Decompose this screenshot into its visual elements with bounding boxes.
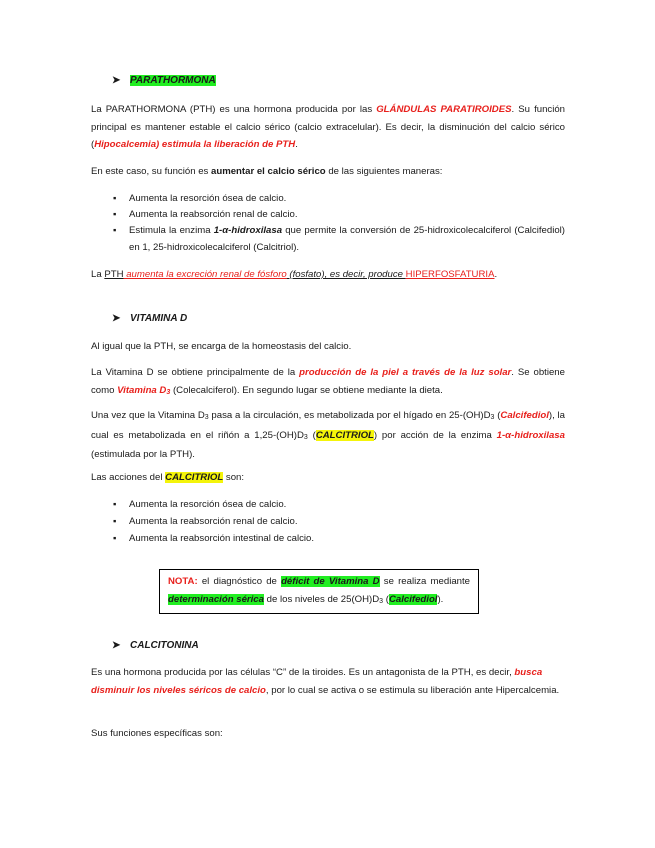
highlight-determinacion: determinación sérica: [168, 594, 264, 605]
highlight-calcitriol: CALCITRIOL: [315, 429, 374, 441]
paragraph-pth-function: En este caso, su función es aumentar el calcio sérico de las siguientes maneras:: [91, 166, 443, 177]
note-box: NOTA: el diagnóstico de déficit de Vitamina D se realiza mediante determinación sérica de los niveles de $25(OH)D_3$ (Calcifediol).: [159, 569, 479, 614]
highlight-glands: GLÁNDULAS PARATIROIDES: [376, 104, 512, 115]
red-excrecion: aumenta la excreción renal de fósforo: [123, 269, 287, 280]
square-bullet-icon: ▪: [113, 225, 117, 236]
paragraph-hiperfosfaturia: La PTH aumenta la excreción renal de fósforo (fosfato), es decir, produce HIPERFOSFATURIA.: [91, 269, 498, 280]
square-bullet-icon: ▪: [113, 516, 117, 527]
arrow-bullet-icon: ➤: [112, 640, 121, 651]
enzyme-name: 1-α-hidroxilasa: [213, 225, 283, 236]
highlight-deficit: déficit de Vitamina D: [281, 576, 380, 587]
note-label: NOTA:: [168, 576, 198, 587]
highlight-calcitriol: CALCITRIOL: [165, 472, 224, 483]
paragraph-vitd-source: La Vitamina D se obtiene principalmente de la producción de la piel a través de la luz solar. Se obtiene como Vitamina $D_3$ (Colecalciferol). En segundo lugar se obtiene mediante la dieta.: [91, 367, 565, 396]
heading-title: PARATHORMONA: [130, 75, 216, 86]
square-bullet-icon: ▪: [113, 209, 117, 220]
heading-title: VITAMINA D: [130, 313, 188, 324]
heading-title: CALCITONINA: [130, 640, 199, 651]
paragraph-funciones: Sus funciones específicas son:: [91, 728, 223, 739]
red-produccion-piel: producción de la piel a través de la luz solar: [299, 367, 512, 378]
highlight-hypocalcemia: Hipocalcemia) estimula la liberación de PTH: [94, 139, 296, 150]
paragraph-pth-intro: La PARATHORMONA (PTH) es una hormona producida por las GLÁNDULAS PARATIROIDES. Su función principal es mantener estable el calcio sérico (calcio extracelular). Es decir, la disminución del calcio sérico (Hipocalcemia) estimula la liberación de PTH.: [91, 104, 566, 150]
paragraph-calcitriol-actions: Las acciones del CALCITRIOL son:: [91, 472, 245, 483]
paragraph-vitd-metabolism: Una vez que la Vitamina $D_3$ pasa a la circulación, es metabolizada por el hígado en $25-(OH)D_3$ (Calcifediol), la cual es metabolizada en el riñón a $1,25-(OH)D_3$ (CALCITRIOL) por acción de la enzima 1-α-hidroxilasa (estimulada por la PTH).: [91, 410, 565, 460]
red-hiperfosfaturia: HIPERFOSFATURIA: [405, 269, 495, 280]
pth-underlined: PTH: [104, 269, 124, 280]
document-page: ➤ PARATHORMONA La PARATHORMONA (PTH) es una hormona producida por las GLÁNDULAS PARATIROIDES. Su función principal es mantener estable el calcio sérico (calcio extracelular). Es decir, la disminución del calcio sérico (Hipocalcemia) estimula la liberación de PTH. En este caso, su función es aumentar el calcio sérico de las siguientes maneras: ▪ Aumenta la resorción ósea de calcio. ▪ Aumenta la reabsorción renal de calcio. ▪ Estimula la enzima 1-α-hidroxilasa que permite la conversión de 25-hidroxicolecalciferol (Calcifediol) en 1, 25-hidroxicolecalciferol (Calcitriol). La PTH aumenta la excreción renal de fósforo (fosfato), es decir, produce HIPERFOSFATURIA. ➤ VITAMINA D Al igual que la PTH, se encarga de la homeostasis del calcio. La Vitamina D se obtiene principalmente de la producción de la piel a través de la luz solar. Se obtiene como Vitamina $D_3$ (Colecalciferol). En segundo lugar se obtiene mediante la dieta. Una vez que la Vitamina $D_3$ pasa a la circulación, es metabolizada por el hígado en $25-(OH)D_3$ (Calcifediol), la cual es metabolizada en el riñón a $1,25-(OH)D_3$ (CALCITRIOL) por acción de la enzima 1-α-hidroxilasa (estimulada por la PTH). Las acciones del CALCITRIOL son: ▪ Aumenta la resorción ósea de calcio. ▪ Aumenta la reabsorción renal de calcio. ▪ Aumenta la reabsorción intestinal de calcio. NOTA: el diagnóstico de déficit de Vitamina D se realiza mediante determinación sérica de los niveles de $25(OH)D_3$ (Calcifediol). ➤ CALCITONINA Es una hormona producida por las células “C” de la tiroides. Es un antagonista de la PTH, es decir, busca disminuir los niveles séricos de calcio, por lo cual se activa o se estimula su liberación ante Hipercalcemia. Sus funciones específicas son:: [0, 0, 655, 848]
red-disminuir-calcio: busca disminuir los niveles séricos de calcio: [91, 667, 543, 696]
red-enzyme: 1-α-hidroxilasa: [496, 429, 565, 441]
square-bullet-icon: ▪: [113, 533, 117, 544]
paragraph-vitd-intro: Al igual que la PTH, se encarga de la homeostasis del calcio.: [91, 341, 352, 352]
paragraph-calcitonina: Es una hormona producida por las células “C” de la tiroides. Es un antagonista de la PTH, es decir, busca disminuir los niveles séricos de calcio, por lo cual se activa o se estimula su liberación ante Hipercalcemia.: [91, 667, 560, 696]
arrow-bullet-icon: ➤: [112, 313, 121, 324]
red-calcifediol: Calcifediol: [500, 410, 549, 421]
square-bullet-icon: ▪: [113, 193, 117, 204]
arrow-bullet-icon: ➤: [112, 75, 121, 86]
red-vitamina-d3: Vitamina $D_3$: [117, 384, 171, 396]
bold-aumentar-calcio: aumentar el calcio sérico: [211, 166, 326, 177]
highlight-calcifediol: Calcifediol: [388, 594, 438, 605]
square-bullet-icon: ▪: [113, 499, 117, 510]
